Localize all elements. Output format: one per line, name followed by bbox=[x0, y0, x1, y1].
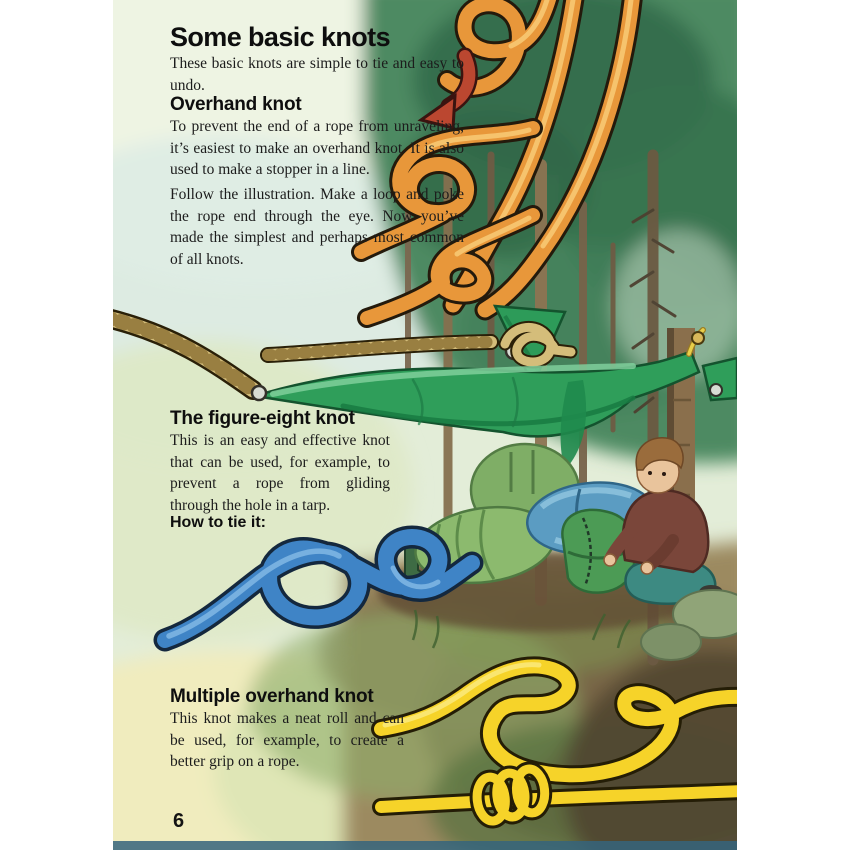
overhand-paragraph-1: To prevent the end of a rope from unraveling, it’s easiest to make an overhand knot. It is also used to make a stopper in a line. bbox=[170, 118, 464, 179]
heading-overhand-knot: Overhand knot bbox=[170, 94, 302, 115]
intro-paragraph: These basic knots are simple to tie and easy to undo. bbox=[170, 55, 464, 94]
multiple-overhand-paragraph: This knot makes a neat roll and can be used, for example, to create a better grip on a rope. bbox=[170, 710, 404, 771]
heading-figure-eight-knot: The figure-eight knot bbox=[170, 408, 355, 429]
page-title: Some basic knots bbox=[170, 22, 390, 52]
overhand-paragraph-2: Follow the illustration. Make a loop and poke the rope end through the eye. Now you’ve made the simplest and perhaps most common of all knots. bbox=[170, 186, 464, 269]
page-number: 6 bbox=[173, 810, 185, 832]
book-page bbox=[113, 0, 737, 850]
heading-multiple-overhand-knot: Multiple overhand knot bbox=[170, 686, 374, 707]
page-edge-strip bbox=[113, 841, 737, 850]
figure-eight-paragraph: This is an easy and effective knot that can be used, for example, to prevent a rope from gliding through the hole in a tarp. bbox=[170, 432, 390, 515]
rock bbox=[641, 624, 701, 660]
how-to-tie-label: How to tie it: bbox=[170, 514, 266, 531]
